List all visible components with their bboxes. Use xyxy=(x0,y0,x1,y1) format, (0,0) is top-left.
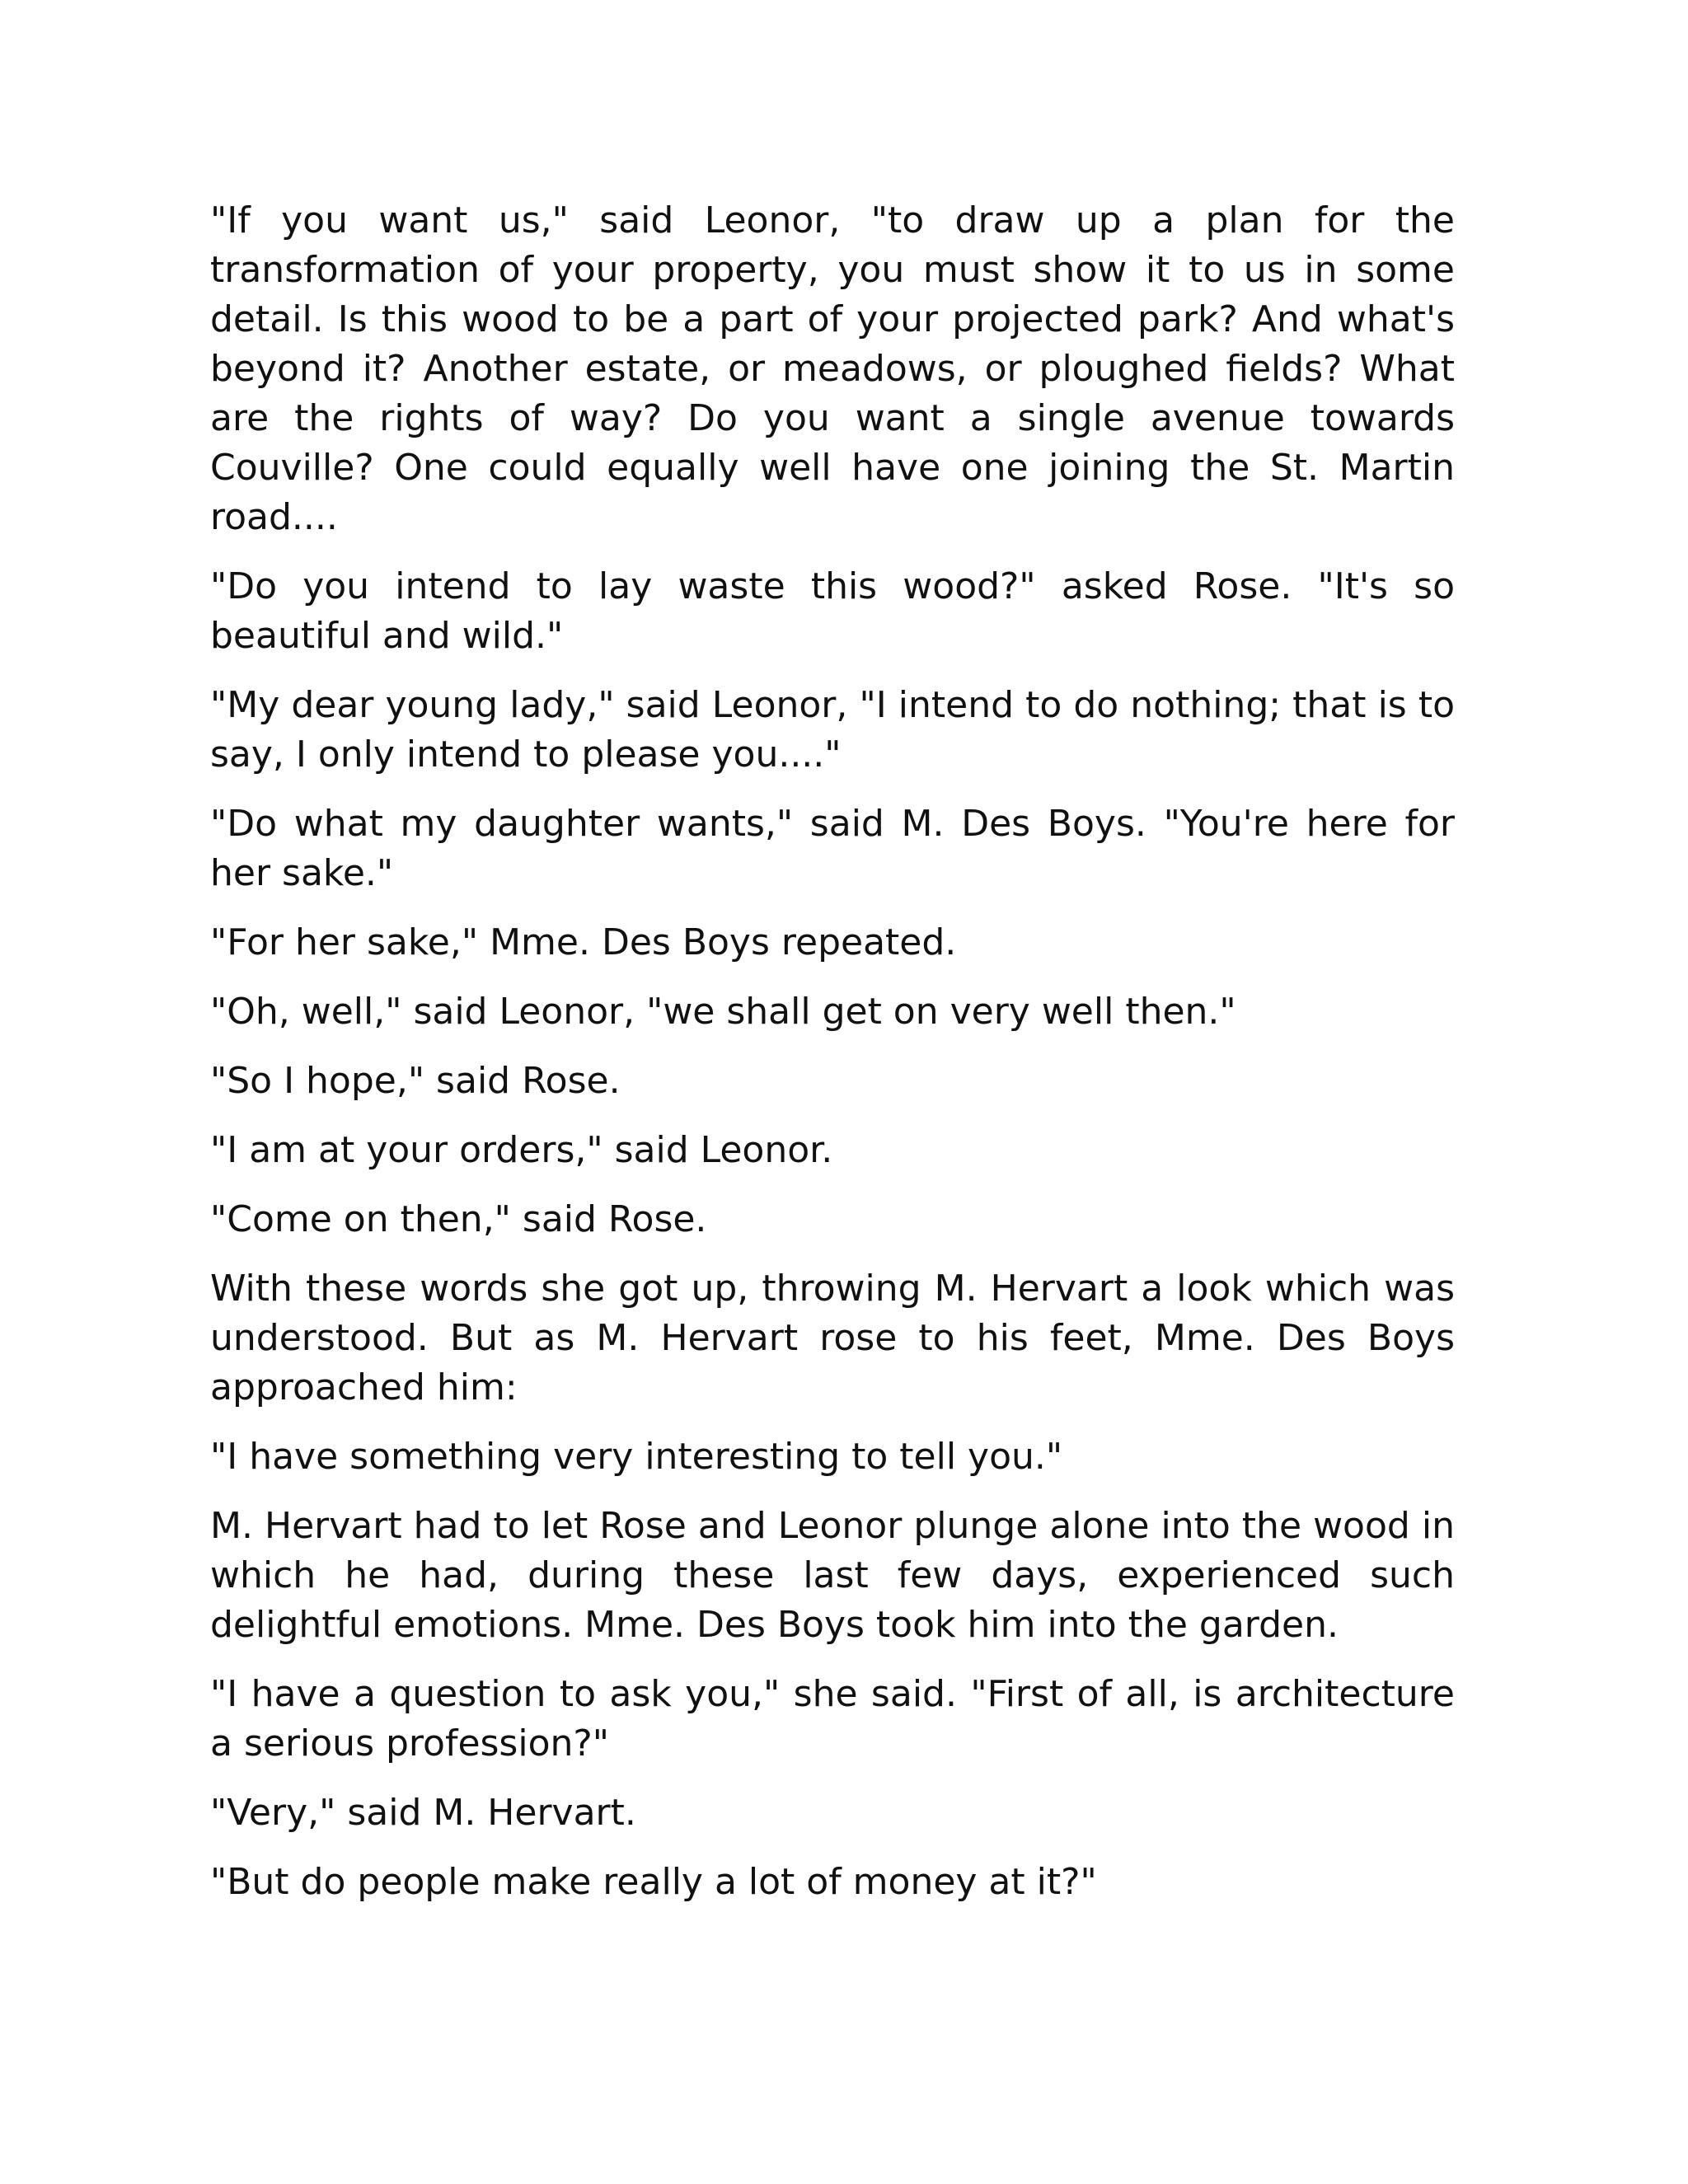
paragraph-11: "I have something very interesting to tell you." xyxy=(210,1436,1063,1478)
paragraph-4: "Do what my daughter wants," said M. Des Boys. "You're here for her sake." xyxy=(210,803,1455,894)
paragraph-9: "Come on then," said Rose. xyxy=(210,1198,707,1240)
paragraph-2: "Do you intend to lay waste this wood?" asked Rose. "It's so beautiful and wild." xyxy=(210,565,1455,657)
paragraph-13: "I have a question to ask you," she said. "First of all, is architecture a serious profession?" xyxy=(210,1673,1455,1765)
paragraph-3: "My dear young lady," said Leonor, "I intend to do nothing; that is to say, I only intend to please you...." xyxy=(210,684,1455,776)
paragraph-15: "But do people make really a lot of money at it?" xyxy=(210,1861,1097,1903)
paragraph-7: "So I hope," said Rose. xyxy=(210,1060,621,1102)
paragraph-1: "If you want us," said Leonor, "to draw up a plan for the transformation of your property, you must show it to us in some detail. Is this wood to be a part of your projected park? And what's beyond it? Another estate, or meadows, or ploughed fields? What are the rights of way? Do you want a single avenue towards Couville? One could equally well have one joining the St. Martin road.... xyxy=(210,199,1455,538)
paragraph-6: "Oh, well," said Leonor, "we shall get on very well then." xyxy=(210,991,1236,1033)
paragraph-14: "Very," said M. Hervart. xyxy=(210,1792,636,1834)
document-page xyxy=(210,196,1455,1927)
paragraph-10: With these words she got up, throwing M. Hervart a look which was understood. But as M. Hervart rose to his feet, Mme. Des Boys approached him: xyxy=(210,1268,1455,1408)
paragraph-5: "For her sake," Mme. Des Boys repeated. xyxy=(210,921,957,963)
paragraph-8: "I am at your orders," said Leonor. xyxy=(210,1129,833,1171)
paragraph-12: M. Hervart had to let Rose and Leonor plunge alone into the wood in which he had, during these last few days, experienced such delightful emotions. Mme. Des Boys took him into the garden. xyxy=(210,1505,1455,1646)
